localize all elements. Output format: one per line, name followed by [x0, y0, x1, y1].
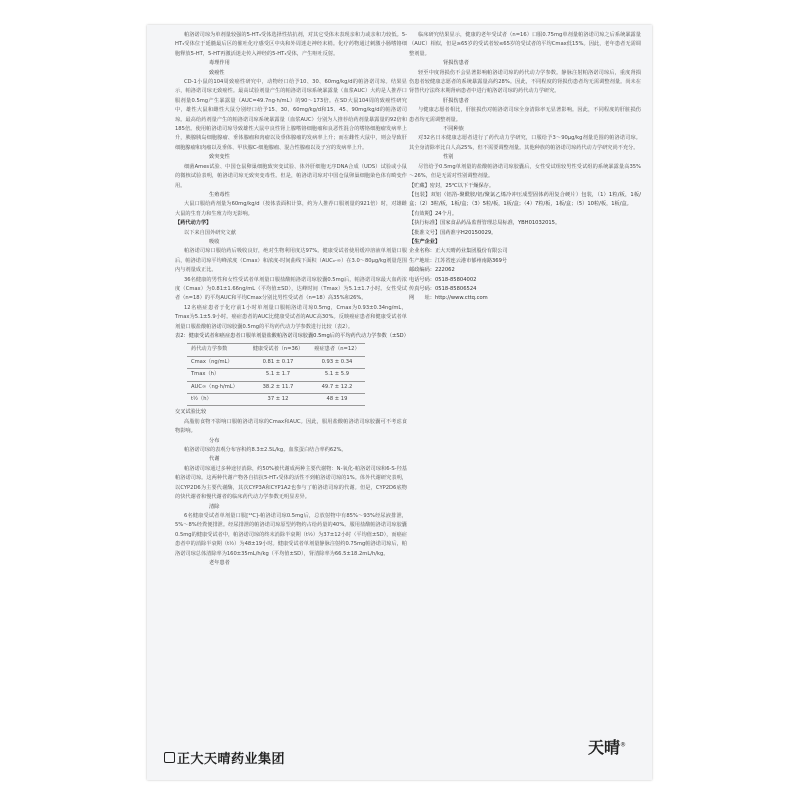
website: 网 址：http://www.cttq.com	[409, 295, 488, 302]
paragraph: CD-1小鼠的104周致癌性研究中，动物经口给予10、30、60mg/kg/d的帕洛诺司琼。结果显示，帕洛诺司琼无致癌性。最高试验剂量产生的帕洛诺司琼系统暴露量（血浆AUC）大约是人推荐口服剂量0.5mg产生暴露量（AUC=49.7ng·h/mL）的90～173倍。在SD大鼠104周的致癌性研究中，雄性大鼠和雌性大鼠分别经口给予15、30、60mg/kg/d和15、45、90mg/kg/d的帕洛诺司琼。最高给药剂量产生的帕洛诺司琼系统暴露量（血浆AUC）分别为人推荐给药剂量暴露量的92倍和185倍。使用帕洛诺司琼导致雄性大鼠中良性肾上腺嗜铬细胞瘤和良恶性混合的嗜铬细胞瘤发病率上升，胰腺胰岛细胞腺瘤、垂体腺瘤和肉瘤以及垂体腺瘤的发病率上升；而在雌性大鼠中，则会导致肝细胞腺瘤和肉瘤以及垂体、甲状腺C-细胞腺瘤、混合性腺瘤以及子宫的发病率上升。	[175, 79, 407, 151]
table-cell: Cmax（ng/mL）	[187, 356, 247, 368]
leaflet-sheet	[147, 25, 652, 780]
paragraph: 轻至中度肾损伤不会显著影响帕洛诺司琼的药代动力学参数。静脉注射帕洛诺司琼后，重度肾损伤患者较健康志愿者的系统暴露量高约28%。因此，不同程度的肾损伤患者均无需调整剂量。尚未在肾替代疗法终末期肾病患者中进行帕洛诺司琼的药代动力学研究。	[409, 69, 641, 95]
table-row	[187, 369, 365, 381]
package-section: 【包装】双铝（铝箔-聚酰胺/铝/聚氯乙烯冷冲压成型固体药用复合硬片）包装，（1）1粒/板，1板/盒；（2）3粒/板，1板/盒；（3）5粒/板，1板/盒；（4）7粒/板，1板/盒；（5）10粒/板，1板/盒。	[409, 191, 641, 208]
paragraph: 6名健康受试者单剂量口服[¹⁴C]-帕洛诺司琼0.5mg后，总放射物中有85%～93%经尿液排泄，5%～8%经粪便排泄。经尿排泄的帕洛诺司琼原型药物约占给药量的40%。服用盐酸帕洛诺司琼胶囊0.5mg的健康受试者中，帕洛诺司琼的终末消除半衰期（t½）为37±12小时（平均值±SD），而癌症患者中的消除半衰期（t½）为48±19小时。健康受试者单剂量静脉注射约0.75mg帕洛诺司琼后，帕洛诺司琼总体清除率为160±35mL/h/kg（平均值±SD），肾清除率为66.5±18.2mL/h/kg。	[175, 512, 407, 557]
table-cell: 37 ± 12	[247, 394, 309, 406]
leaflet-footer	[147, 735, 652, 780]
table-cell: Tmax（h）	[187, 369, 247, 381]
storage-section: 【贮藏】密封，25℃以下干燥保存。	[409, 182, 495, 189]
validity-section: 【有效期】24个月。	[409, 210, 458, 217]
company-logo-icon	[164, 752, 175, 763]
registered-mark: ®	[620, 741, 626, 749]
section-heading: 吸收	[209, 238, 220, 245]
paragraph: 对32名日本健康志愿者进行了药代动力学研究，口服给予3～90μg/kg剂量范围的帕洛诺司琼。其全身清除率比白人高25%，但不需要调整剂量。其他种族的帕洛诺司琼药代动力学研究尚不充分。	[409, 135, 641, 151]
paragraph: 高脂肪食物不影响口服帕洛诺司琼的Cmax和AUC。因此，服用盐酸帕洛诺司琼胶囊可不考虑食物影响。	[175, 418, 407, 435]
company-address: 生产地址：江苏省连云港市郁州南路369号	[409, 257, 508, 264]
section-heading: 生殖毒性	[209, 191, 230, 198]
paragraph: 尽管给予0.5mg单剂量的盐酸帕洛诺司琼胶囊后，女性受试组较男性受试组的系统暴露量高35%～26%，但是无需对性别调整剂量。	[409, 163, 641, 180]
section-heading: 清除	[209, 503, 220, 510]
fax: 传真号码：0518-85806524	[409, 285, 477, 292]
paragraph: 以下来自国外研究文献	[184, 229, 236, 236]
section-heading: 老年患者	[209, 559, 230, 566]
table-header: 健康受试者（n=36）	[247, 344, 309, 356]
table-cell: AUC∞（ng·h/mL）	[187, 381, 247, 393]
table-cell: 38.2 ± 11.7	[247, 381, 309, 393]
paragraph: 大鼠口服给药剂量为60mg/kg/d（按体表面积计算，约为人推荐口服剂量的921倍）时，对雄雌大鼠的生育力和生殖力均无影响。	[175, 201, 407, 217]
section-heading: 分布	[209, 437, 220, 444]
table-row	[187, 394, 365, 406]
brand-logo	[588, 735, 626, 758]
table-cell: 0.81 ± 0.17	[247, 356, 309, 368]
table-row	[187, 356, 365, 368]
postcode: 邮政编码：222062	[409, 267, 455, 274]
manufacturer-heading: 【生产企业】	[409, 238, 441, 245]
table-header-row	[187, 344, 365, 356]
approval-section: 【批准文号】国药准字H20150029。	[409, 229, 497, 236]
paragraph: 12名癌症患者于化疗前1小时单剂量口服帕洛诺司琼0.5mg，Cmax为0.93±0.34ng/mL，Tmax为5.1±5.9小时。癌症患者的AUC比健康受试者的AUC高30%。反映癌症患者和健康受试者单剂量口服盐酸帕洛诺司琼胶囊0.5mg的平均药代动力学参数进行比较（表2）。	[175, 304, 407, 330]
paragraph: 帕洛诺司琼的表观分布容积约8.3±2.5L/kg，血浆蛋白结合率约62%。	[184, 447, 347, 454]
section-heading: 性别	[443, 154, 454, 161]
table-cell: 5.1 ± 1.7	[247, 369, 309, 381]
table-cell: 48 ± 19	[309, 394, 365, 406]
company-name: 企业名称：正大天晴药业集团股份有限公司	[409, 248, 508, 255]
section-heading: 肝损伤患者	[443, 97, 469, 104]
section-heading: 毒理作用	[209, 60, 230, 67]
section-heading: 肾损伤患者	[443, 60, 469, 67]
section-heading: 代谢	[209, 456, 220, 463]
paragraph: 与健康志愿者相比，肝脏损伤对帕洛诺司琼全身清除率无显著影响。因此，不同程度的肝脏损伤患者均无需调整剂量。	[409, 107, 641, 123]
section-heading: 致癌性	[209, 69, 225, 76]
right-column	[409, 31, 641, 304]
footer-company-name: 正大天晴药业集团	[177, 752, 286, 767]
paragraph: 帕洛诺司琼通过多种途径消除，约50%被代谢成两种主要代谢物：N-氧化-帕洛诺司琼和6-S-羟基帕洛诺司琼。这两种代谢产物各自拮抗5-HT₃受体的活性不到帕洛诺司琼的1%。体外代谢研究表明，以CYP2D6为主要代谢酶，其次CYP3A和CYP1A2也参与了帕洛诺司琼的代谢。但是，CYP2D6底物的快代谢者和慢代谢者的临床药代动力学参数无明显差异。	[175, 465, 407, 501]
left-column	[175, 31, 407, 568]
section-heading: 不同种族	[443, 126, 464, 133]
paragraph: 细菌Ames试验、中国仓鼠卵巢细胞致突变试验、体外肝细胞无序DNA合成（UDS）试验或小鼠的微核试验表明，帕洛诺司琼无致突变毒性。但是，帕洛诺司琼对中国仓鼠卵巢细胞染色体有畸变作用。	[175, 163, 407, 189]
paragraph: 帕洛诺司琼口服给药后吸收良好，绝对生物利用度达97%。健康受试者使用缓冲溶液单剂量口服后，帕洛诺司琼平均峰浓度（Cmax）和浓度-时间曲线下面积（AUC₀-∞）在3.0～80μg/kg剂量范围内与剂量成正比。	[175, 248, 407, 274]
standard-section: 【执行标准】国家食品药品监督管理总局标准，YBH01032015。	[409, 220, 561, 227]
note: 交叉试验比较	[175, 409, 207, 416]
brand-logo-text: 天晴	[587, 738, 620, 757]
table-header: 药代动力学参数	[187, 344, 247, 356]
paragraph: 36名健康的男性和女性受试者单剂量口服盐酸帕洛诺司琼胶囊0.5mg后，帕洛诺司琼最大血药浓度（Cmax）为0.81±1.66ng/mL（平均值±SD），达峰时间（Tmax）为5.1±1.7小时。女性受试者（n=18）的平均AUC和平均Cmax分别比男性受试者（n=18）高35%和26%。	[175, 276, 407, 302]
table-header: 癌症患者（n=12）	[309, 344, 365, 356]
table-caption: 表2：健康受试者和癌症患者口服单剂量盐酸帕洛诺司琼胶囊0.5mg后的平均药代动力学参数（±SD）	[175, 333, 409, 339]
table-cell: t½（h）	[187, 394, 247, 406]
table-cell: 5.1 ± 5.9	[309, 369, 365, 381]
table-row	[187, 381, 365, 393]
section-heading: 致突变性	[209, 154, 230, 161]
paragraph: 临床研究结果显示，健康的老年受试者（n=16）口服0.75mg单剂量帕洛诺司琼之后系统暴露量（AUC）相似，但是≥65岁的受试者较≤65岁的受试者的平均Cmax低15%。因此，老年患者无需调整剂量。	[409, 32, 641, 57]
pk-parameters-table	[187, 343, 365, 406]
section-heading: 【药代动力学】	[175, 220, 212, 227]
telephone: 电话号码：0518-85804002	[409, 276, 477, 283]
table-cell: 0.93 ± 0.34	[309, 356, 365, 368]
table-cell: 49.7 ± 12.2	[309, 381, 365, 393]
paragraph: 帕洛诺司琼为单剂量较强的5-HT₃受体选择性拮抗剂，对其它受体未表现亲和力或亲和力较低。5-HT₃受体位于延髓最后区的催吐化疗感受区中央和外周迷走神经末梢。化疗药物通过刺激小肠嗜铬细胞释放5-HT，5-HT再激活迷走传入神经的5-HT₃受体，产生呕吐反射。	[175, 32, 407, 57]
